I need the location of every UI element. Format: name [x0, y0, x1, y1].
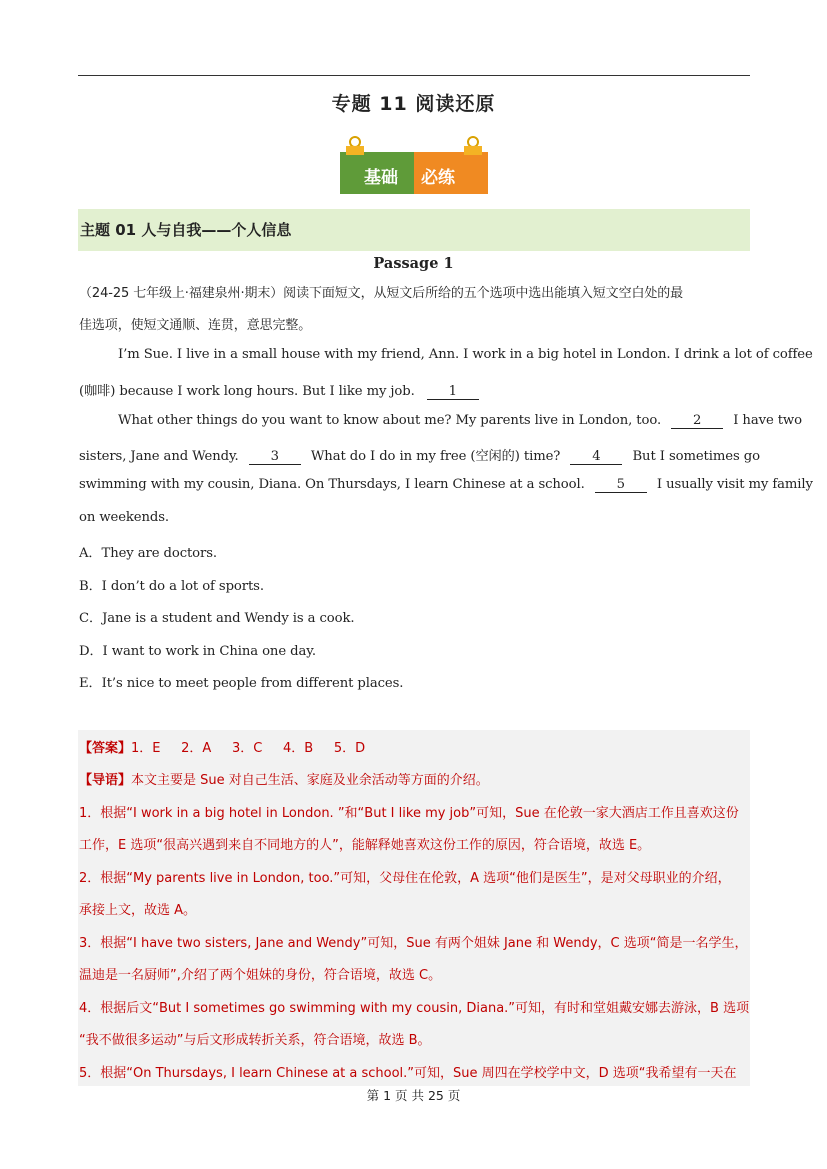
option-a: A．They are doctors.: [79, 546, 217, 561]
paragraph-line: on weekends.: [79, 510, 170, 525]
paragraph-text: (咖啡) because I work long hours. But I like my job.: [79, 384, 415, 399]
paragraph-text: I have two: [733, 413, 802, 428]
option-c: C．Jane is a student and Wendy is a cook.: [79, 611, 355, 626]
explanation-line: 3．根据“I have two sisters, Jane and Wendy”可知，Sue 有两个姐妹 Jane 和 Wendy，C 选项“简是一名学生，: [79, 936, 748, 951]
explanation-line: 温迪是一名厨师”,介绍了两个姐妹的身份，符合语境，故选 C。: [79, 968, 442, 983]
blank-4: 4: [570, 450, 622, 465]
answer-label: 【答案】: [79, 741, 132, 756]
option-b: B．I don’t do a lot of sports.: [79, 579, 264, 594]
explanation-line: 5．根据“On Thursdays, I learn Chinese at a school.”可知，Sue 周四在学校学中文，D 选项“我希望有一天在: [79, 1066, 737, 1081]
paragraph-line: [118, 413, 802, 429]
guide-text: 本文主要是 Sue 对自己生活、家庭及业余活动等方面的介绍。: [131, 773, 489, 788]
badge-right-label: 必练: [421, 168, 455, 188]
answer-text: 1．E 2．A 3．C 4．B 5．D: [131, 741, 366, 756]
explanation-line: 1．根据“I work in a big hotel in London. ”和“But I like my job”可知，Sue 在伦敦一家大酒店工作且喜欢这份: [79, 806, 739, 821]
explanation-line: 工作，E 选项“很高兴遇到来自不同地方的人”，能解释她喜欢这份工作的原因，符合语境，故选 E。: [79, 838, 651, 853]
instruction-line: （24-25 七年级上·福建泉州·期末）阅读下面短文，从短文后所给的五个选项中选出能填入短文空白处的最: [79, 286, 684, 301]
clip-icon: [346, 136, 364, 156]
page-footer: 第 1 页 共 25 页: [366, 1088, 461, 1103]
guide-line: [79, 769, 489, 788]
instruction-line: 佳选项，使短文通顺、连贯，意思完整。: [79, 318, 312, 333]
topic-heading: 主题 01 人与自我——个人信息: [78, 209, 750, 251]
explanation-line: 承接上文，故选 A。: [79, 903, 197, 918]
explanation-line: 2．根据“My parents live in London, too.”可知，父母住在伦敦，A 选项“他们是医生”，是对父母职业的介绍，: [79, 871, 731, 886]
paragraph-text: What other things do you want to know about me? My parents live in London, too.: [118, 413, 662, 428]
blank-3: 3: [249, 450, 301, 465]
paragraph-text: But I sometimes go: [632, 449, 760, 464]
paragraph-text: What do I do in my free (空闲的) time?: [310, 449, 561, 464]
paragraph-text: swimming with my cousin, Diana. On Thursdays, I learn Chinese at a school.: [79, 477, 585, 492]
header-rule: [78, 75, 750, 76]
option-e: E．It’s nice to meet people from different places.: [79, 676, 404, 691]
paragraph-line: [79, 477, 813, 493]
guide-label: 【导语】: [79, 773, 132, 788]
paragraph-line: [79, 380, 479, 400]
paragraph-line: I’m Sue. I live in a small house with my friend, Ann. I work in a big hotel in London. I drink a lot of coffee: [118, 347, 813, 362]
paragraph-line: [79, 445, 760, 465]
explanation-line: 4．根据后文“But I sometimes go swimming with my cousin, Diana.”可知，有时和堂姐戴安娜去游泳，B 选项: [79, 1001, 750, 1016]
answer-line: [79, 737, 365, 756]
option-d: D．I want to work in China one day.: [79, 644, 316, 659]
paragraph-text: sisters, Jane and Wendy.: [79, 449, 239, 464]
badge-left-label: 基础: [364, 168, 398, 188]
explanation-line: “我不做很多运动”与后文形成转折关系，符合语境，故选 B。: [79, 1033, 431, 1048]
clip-icon: [464, 136, 482, 156]
paragraph-text: I usually visit my family: [656, 477, 813, 492]
blank-5: 5: [595, 478, 647, 493]
blank-2: 2: [671, 414, 723, 429]
page-title: 专题 11 阅读还原: [331, 93, 496, 115]
level-badge: [340, 136, 488, 194]
blank-1: 1: [427, 385, 479, 400]
passage-title: Passage 1: [373, 255, 454, 272]
